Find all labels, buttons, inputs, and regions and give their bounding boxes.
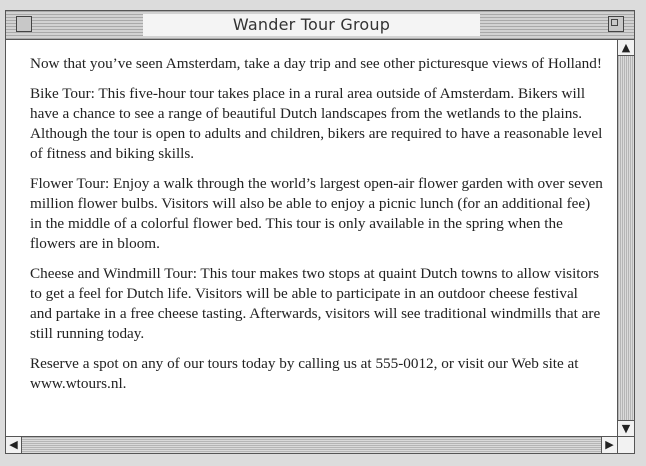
scroll-left-arrow-icon[interactable]: ◀ — [6, 437, 22, 453]
grow-box-icon[interactable] — [617, 436, 634, 453]
zoom-inner-square — [611, 19, 618, 26]
window-title: Wander Tour Group — [143, 14, 480, 36]
vertical-scrollbar[interactable] — [617, 40, 634, 436]
paragraph-cheese-windmill-tour: Cheese and Windmill Tour: This tour makes two stops at quaint Dutch towns to allow visitors to get a feel for Dutch life. Visitors will be able to participate in an outdoor cheese festival and partake in a free cheese tasting. Afterwards, visitors will see traditional windmills that are still running today. — [30, 265, 601, 342]
title-bar[interactable] — [6, 11, 634, 40]
zoom-box-icon[interactable] — [608, 16, 624, 32]
paragraph-reserve: Reserve a spot on any of our tours today by calling us at 555-0012, or visit our Web site at www.wtours.nl. — [30, 355, 579, 392]
scroll-down-arrow-icon[interactable]: ▼ — [618, 420, 634, 436]
scroll-up-arrow-icon[interactable]: ▲ — [618, 40, 634, 56]
scroll-right-arrow-icon[interactable]: ▶ — [601, 437, 617, 453]
document-window — [5, 10, 635, 454]
paragraph-bike-tour: Bike Tour: This five-hour tour takes place in a rural area outside of Amsterdam. Bikers will have a chance to see a range of beautiful Dutch landscapes from the wetlands to the plains. Although the tour is open to adults and children, bikers are required to have a reasonable level of fitness and biking skills. — [30, 85, 603, 162]
close-box-icon[interactable] — [16, 16, 32, 32]
paragraph-intro: Now that you’ve seen Amsterdam, take a day trip and see other picturesque views of Holland! — [30, 55, 602, 72]
horizontal-scrollbar[interactable] — [6, 436, 617, 453]
window-content — [6, 40, 617, 430]
paragraph-flower-tour: Flower Tour: Enjoy a walk through the world’s largest open-air flower garden with over seven million flower bulbs. Visitors will also be able to enjoy a picnic lunch (for an additional fee) in the middle of a colorful flower bed. This tour is only available in the spring when the flowers are in bloom. — [30, 175, 603, 252]
